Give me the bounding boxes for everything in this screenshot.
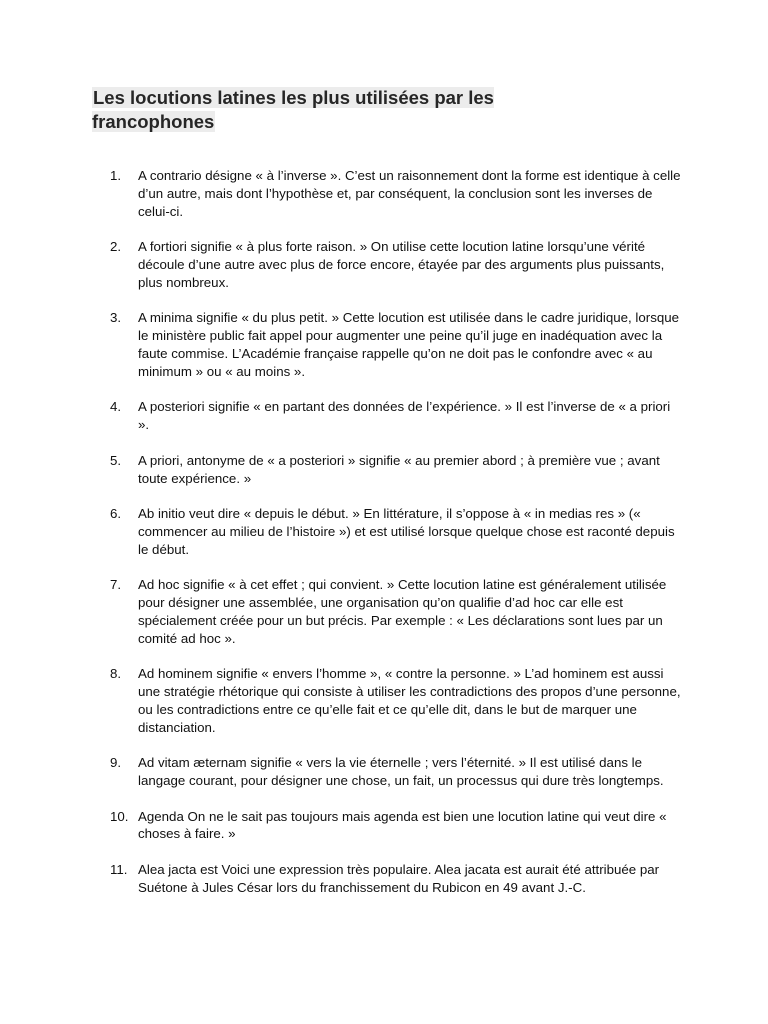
list-item-text: Alea jacta est Voici une expression très populaire. Alea jacata est aurait été attribuée par Suétone à Jules César lors du franchissement du Rubicon en 49 avant J.-C. xyxy=(138,862,660,895)
list-item xyxy=(0,576,768,647)
list-item-number: 1. xyxy=(110,168,122,183)
list-item-number: 6. xyxy=(110,506,122,522)
list-item-number: 8. xyxy=(110,666,122,682)
list-item-text: Ad hoc signifie « à cet effet ; qui convient. » Cette locution latine est généralement utilisée pour désigner une assemblée, une organisation qu’on qualifie d’ad hoc car elle est spécialement créée pour un but précis. Par exemple : « Les déclarations sont lues par un comité ad hoc ». xyxy=(138,577,667,646)
list-item-text: A posteriori signifie « en partant des données de l’expérience. » Il est l’inverse de « a priori ». xyxy=(138,399,671,433)
list-item xyxy=(0,398,768,434)
list-item xyxy=(0,238,768,291)
list-item xyxy=(0,808,768,844)
list-item xyxy=(0,861,768,897)
list-item-number: 5. xyxy=(110,452,122,468)
list-item xyxy=(0,309,768,380)
list-item-text: Agenda On ne le sait pas toujours mais agenda est bien une locution latine qui veut dire « choses à faire. » xyxy=(138,808,667,842)
list-item xyxy=(0,452,768,488)
list-item xyxy=(0,167,768,220)
list-item-number: 10. xyxy=(110,808,129,824)
list-item-number: 3. xyxy=(110,310,122,326)
list-item-text: A minima signifie « du plus petit. » Cette locution est utilisée dans le cadre juridique, lorsque le ministère public fait appel pour augmenter une peine qu’il juge en inadéquation avec la faute commise. L’Académie française rappelle qu’on ne doit pas le confondre avec « au minimum » ou « au moins ». xyxy=(138,310,680,379)
page-title xyxy=(92,86,552,134)
list-item-number: 4. xyxy=(110,399,122,415)
list-item-text: A contrario désigne « à l’inverse ». C’est un raisonnement dont la forme est identique à celle d’un autre, mais dont l’hypothèse et, par conséquent, la conclusion sont les inverses de celui-ci. xyxy=(138,168,681,219)
list-item-number: 7. xyxy=(110,577,122,593)
locutions-list xyxy=(0,167,768,914)
list-item-number: 9. xyxy=(110,755,122,771)
list-item-text: A priori, antonyme de « a posteriori » signifie « au premier abord ; à première vue ; avant toute expérience. » xyxy=(138,452,660,486)
list-item-text: A fortiori signifie « à plus forte raison. » On utilise cette locution latine lorsqu’une vérité découle d’une autre avec plus de force encore, étayée par des arguments plus puissants, plus nombreux. xyxy=(138,239,665,290)
list-item-number: 11. xyxy=(110,862,128,878)
list-item xyxy=(0,665,768,736)
list-item-number: 2. xyxy=(110,239,122,255)
list-item-text: Ab initio veut dire « depuis le début. » En littérature, il s’oppose à « in medias res » (« commencer au milieu de l’histoire ») et est utilisé lorsque quelque chose est raconté depuis le début. xyxy=(138,506,675,557)
list-item-text: Ad vitam æternam signifie « vers la vie éternelle ; vers l’éternité. » Il est utilisé dans le langage courant, pour désigner une chose, un fait, un processus qui dure très longtemps. xyxy=(138,755,664,789)
list-item-text: Ad hominem signifie « envers l’homme », « contre la personne. » L’ad hominem est aussi une stratégie rhétorique qui consiste à utiliser les contradictions des propos d’une personne, ou les contradictions entre ce qu’elle fait et ce qu’elle dit, dans le but de marquer une distanciation. xyxy=(138,666,681,735)
list-item xyxy=(0,505,768,558)
page-title-text: Les locutions latines les plus utilisées par les francophones xyxy=(92,87,494,132)
list-item xyxy=(0,754,768,790)
